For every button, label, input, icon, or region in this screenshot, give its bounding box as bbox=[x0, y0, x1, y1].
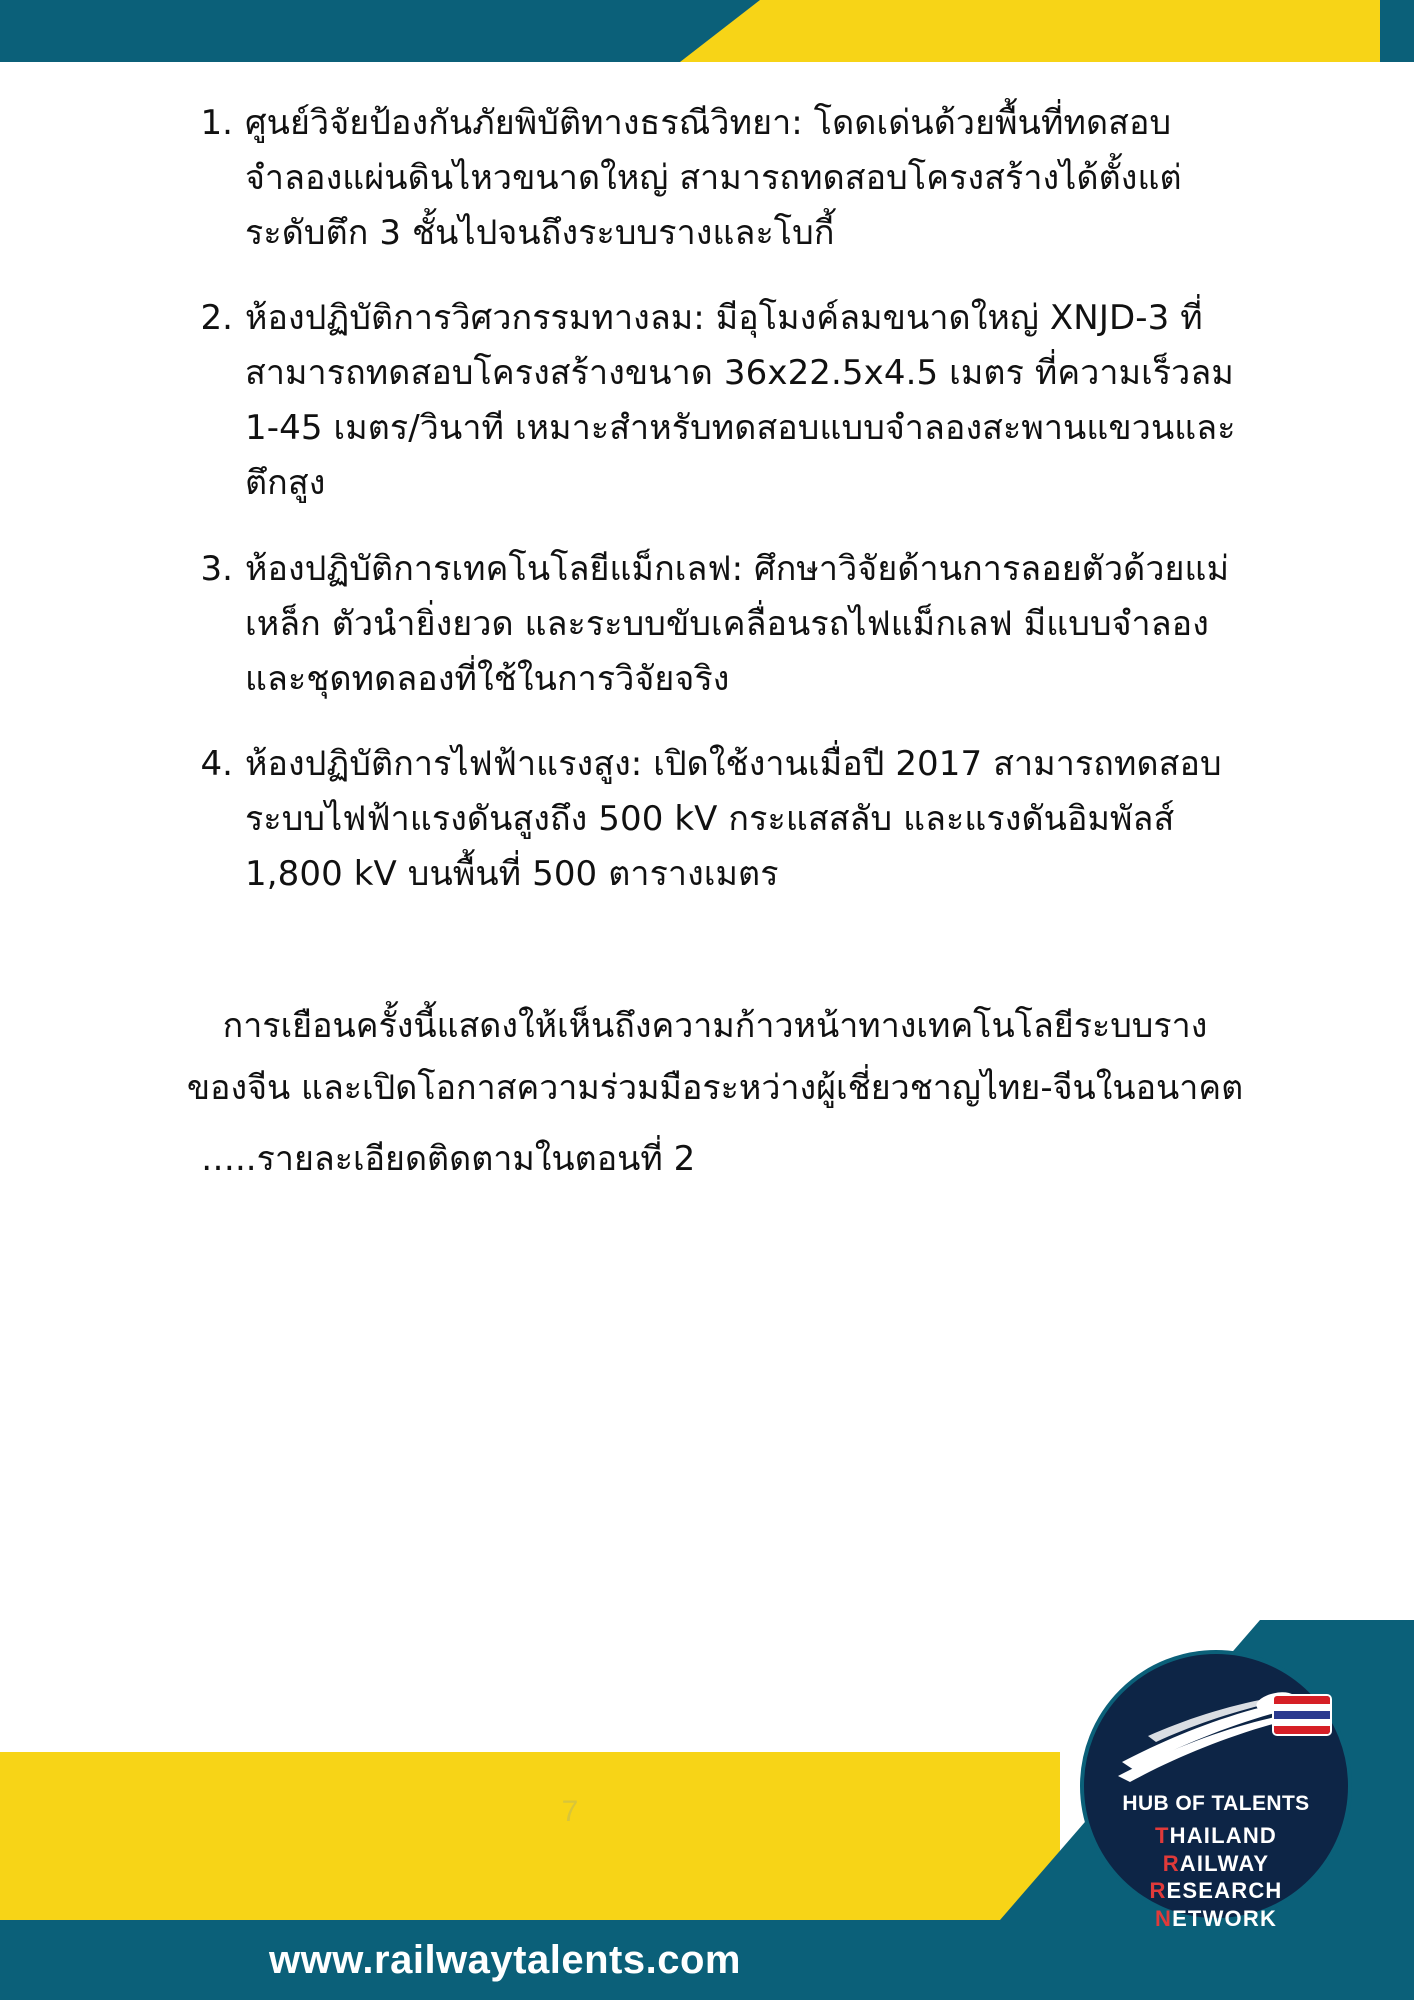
closing-tail: …..รายละเอียดติดตามในตอนที่ 2 bbox=[201, 1138, 696, 1179]
page-number: 7 bbox=[561, 1795, 579, 1828]
logo-subtitle-lines bbox=[1080, 1822, 1352, 1932]
list-item bbox=[185, 291, 1245, 511]
thailand-flag-icon bbox=[1274, 1696, 1330, 1734]
top-teal-right-edge bbox=[1380, 0, 1414, 62]
list-item-number: 2. bbox=[200, 298, 233, 339]
logo-line-railway: RAILWAY bbox=[1162, 1850, 1270, 1876]
numbered-list bbox=[185, 96, 1245, 902]
top-decorative-band bbox=[0, 0, 1414, 62]
list-item bbox=[185, 542, 1245, 707]
list-item-number: 4. bbox=[200, 743, 233, 784]
organization-logo bbox=[1080, 1650, 1352, 1931]
closing-paragraph bbox=[185, 998, 1245, 1187]
closing-line-2: ของจีน และเปิดโอกาสความร่วมมือระหว่างผู้เชี่ยวชาญไทย-จีนในอนาคต bbox=[186, 1068, 1244, 1109]
closing-line-1: การเยือนครั้งนี้แสดงให้เห็นถึงความก้าวหน้าทางเทคโนโลยีระบบราง bbox=[222, 1006, 1208, 1047]
bottom-yellow-strip bbox=[0, 1752, 1060, 1920]
footer-website-url[interactable]: www.railwaytalents.com bbox=[269, 1938, 741, 1982]
list-item bbox=[185, 737, 1245, 902]
list-item-number: 3. bbox=[200, 548, 233, 589]
list-item-text: ห้องปฏิบัติการไฟฟ้าแรงสูง: เปิดใช้งานเมื่อปี 2017 สามารถทดสอบระบบไฟฟ้าแรงดันสูงถึง 500 kV กระแสสลับ และแรงดันอิมพัลส์ 1,800 kV บนพื้นที่ 500 ตารางเมตร bbox=[245, 743, 1222, 894]
document-content bbox=[185, 96, 1245, 1193]
logo-title: HUB OF TALENTS bbox=[1122, 1792, 1310, 1815]
list-item-text: ศูนย์วิจัยป้องกันภัยพิบัติทางธรณีวิทยา: โดดเด่นด้วยพื้นที่ทดสอบจำลองแผ่นดินไหวขนาดใหญ่ สามารถทดสอบโครงสร้างได้ตั้งแต่ระดับตึก 3 ชั้นไปจนถึงระบบรางและโบกี้ bbox=[245, 103, 1182, 254]
top-teal-wedge bbox=[0, 0, 760, 62]
list-item bbox=[185, 96, 1245, 261]
list-item-text: ห้องปฏิบัติการวิศวกรรมทางลม: มีอุโมงค์ลมขนาดใหญ่ XNJD-3 ที่สามารถทดสอบโครงสร้างขนาด 36x22.5x4.5 เมตร ที่ความเร็วลม 1-45 เมตร/วินาที เหมาะสำหรับทดสอบแบบจำลองสะพานแขวนและตึกสูง bbox=[245, 298, 1236, 504]
list-item-number: 1. bbox=[200, 103, 233, 143]
logo-line-network: NETWORK bbox=[1154, 1905, 1278, 1931]
logo-line-research: RESEARCH bbox=[1149, 1878, 1283, 1903]
logo-line-thailand: THAILAND bbox=[1154, 1823, 1278, 1848]
list-item-text: ห้องปฏิบัติการเทคโนโลยีแม็กเลฟ: ศึกษาวิจัยด้านการลอยตัวด้วยแม่เหล็ก ตัวนำยิ่งยวด และระบบขับเคลื่อนรถไฟแม็กเลฟ มีแบบจำลองและชุดทดลองที่ใช้ในการวิจัยจริง bbox=[245, 548, 1230, 699]
